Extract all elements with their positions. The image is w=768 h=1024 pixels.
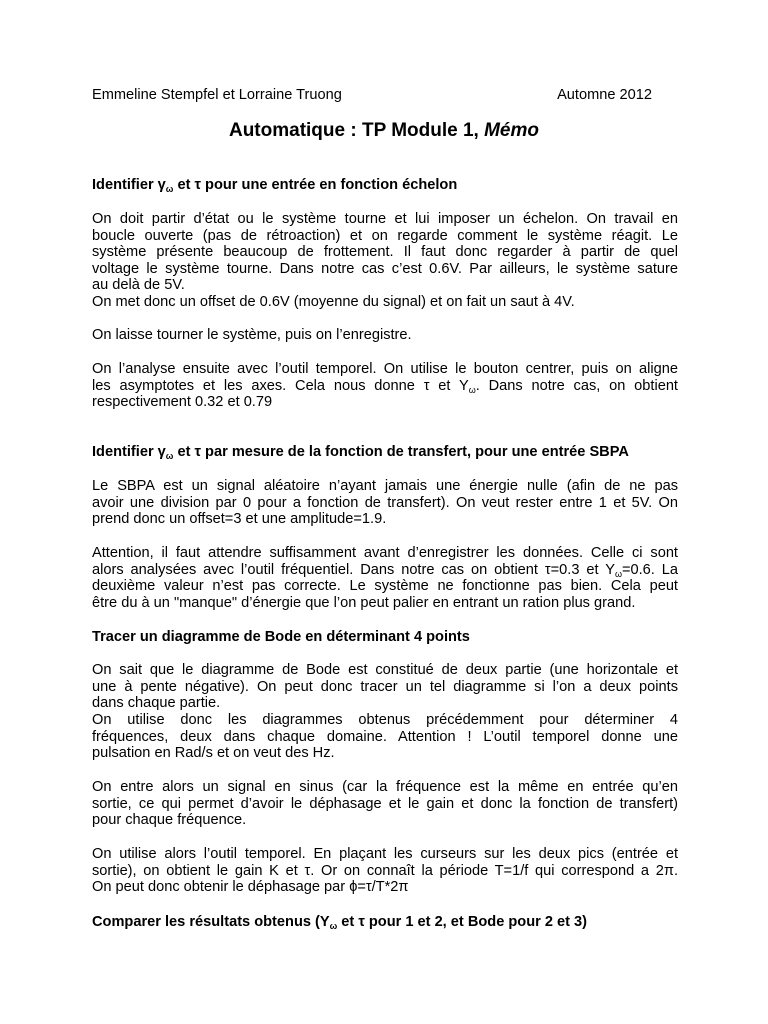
heading-text: et τ par mesure de la fonction de transfert, pour une entrée SBPA <box>173 444 629 460</box>
text-line: sortie), on obtient le gain K et τ. Or on connaît la période T=1/f qui correspond a 2π. <box>92 862 678 879</box>
text-line: On sait que le diagramme de Bode est constitué de deux partie (une horizontale et <box>92 662 678 678</box>
text-line: dans chaque partie. <box>92 695 221 712</box>
text-line: On utilise alors l’outil temporel. En plaçant les curseurs sur les deux pics (entrée et <box>92 846 678 862</box>
text-line: être du à un "manque" d’énergie que l’on peut palier en entrant un ration plus grand. <box>92 594 636 611</box>
text-line: sortie, ce qui permet d’avoir le déphasage et le gain et donc la fonction de transfert) <box>92 795 678 812</box>
date: Automne 2012 <box>557 87 652 103</box>
text-line: pulsation en Rad/s et on veut des Hz. <box>92 745 335 762</box>
text-line: On l’analyse ensuite avec l’outil temporel. On utilise le bouton centrer, puis on aligne <box>92 361 678 377</box>
heading-text: Identifier γ <box>92 444 166 460</box>
heading-subscript: ω <box>165 451 174 461</box>
text-line <box>92 562 678 579</box>
text-line: On entre alors un signal en sinus (car la fréquence est la même en entrée qu’en <box>92 779 678 795</box>
section2-heading <box>92 444 678 461</box>
title-main: Automatique : TP Module 1, <box>228 120 485 141</box>
text-line: On met donc un offset de 0.6V (moyenne du signal) et on fait un saut à 4V. <box>92 293 575 310</box>
heading-text: Identifier γ <box>92 177 166 193</box>
section3-paragraph-1 <box>92 662 678 712</box>
text-line: pour chaque fréquence. <box>92 812 247 829</box>
heading-subscript: ω <box>165 184 174 194</box>
text-line <box>92 378 678 395</box>
text-line: On peut donc obtenir le déphasage par ϕ=τ/T*2π <box>92 879 409 896</box>
section1-paragraph-2: On laisse tourner le système, puis on l’enregistre. <box>92 327 412 343</box>
subscript: ω <box>468 384 476 395</box>
text-line: système présente beaucoup de frottement. Il faut donc regarder à partir de quel <box>92 244 678 261</box>
text-line: une à pente négative). On peut donc tracer un tel diagramme si l’on a deux points <box>92 678 678 695</box>
text-line: prend donc un offset=3 et une amplitude=1.9. <box>92 511 387 528</box>
page-header <box>92 87 652 104</box>
text-line: voltage le système tourne. Dans notre cas c’est 0.6V. Par ailleurs, le système sature <box>92 260 678 277</box>
text-span: alors analysées avec l’outil fréquentiel. Dans notre cas on obtient τ=0.3 et Y <box>92 561 615 578</box>
section3-paragraph-4 <box>92 846 678 896</box>
text-line: Attention, il faut attendre suffisamment avant d’enregistrer les données. Celle ci sont <box>92 545 678 561</box>
text-line: On doit partir d’état ou le système tourne et lui imposer un échelon. On travail en <box>92 211 678 227</box>
section4-heading <box>92 914 678 931</box>
section2-paragraph-2 <box>92 545 678 611</box>
title-emphasis: Mémo <box>484 120 539 141</box>
text-line: deuxième valeur n’est pas correcte. Le système ne fonctionne pas bien. Cela peut <box>92 578 678 595</box>
text-span: =0.6. La <box>621 561 678 578</box>
text-line: respectivement 0.32 et 0.79 <box>92 394 273 411</box>
text-span: les asymptotes et les axes. Cela nous donne τ et Y <box>92 377 469 394</box>
text-line: boucle ouverte (pas de rétroaction) et on regarde comment le système réagit. Le <box>92 227 678 244</box>
heading-text: Comparer les résultats obtenus (Y <box>92 914 330 930</box>
text-line: Le SBPA est un signal aléatoire n’ayant jamais une énergie nulle (afin de ne pas <box>92 478 678 494</box>
authors: Emmeline Stempfel et Lorraine Truong <box>92 87 342 103</box>
text-line: au delà de 5V. <box>92 277 185 294</box>
text-span: . Dans notre cas, on obtient <box>475 377 678 394</box>
section3-heading: Tracer un diagramme de Bode en déterminant 4 points <box>92 629 470 645</box>
text-line: fréquences, deux dans chaque domaine. Attention ! L’outil temporel donne une <box>92 728 678 745</box>
section2-paragraph-1 <box>92 478 678 528</box>
section1-heading <box>92 177 678 194</box>
page-title <box>0 120 768 142</box>
section3-paragraph-3 <box>92 779 678 829</box>
text-line: avoir une division par 0 pour a fonction de transfert). On veut rester entre 1 et 5V. On <box>92 494 678 511</box>
heading-text: et τ pour 1 et 2, et Bode pour 2 et 3) <box>337 914 588 930</box>
section1-paragraph-1 <box>92 211 678 311</box>
subscript: ω <box>614 568 622 579</box>
section3-paragraph-2 <box>92 712 678 762</box>
text-line: On utilise donc les diagrammes obtenus précédemment pour déterminer 4 <box>92 712 678 728</box>
heading-subscript: ω <box>329 921 338 931</box>
heading-text: et τ pour une entrée en fonction échelon <box>173 177 458 193</box>
section1-paragraph-3 <box>92 361 678 411</box>
